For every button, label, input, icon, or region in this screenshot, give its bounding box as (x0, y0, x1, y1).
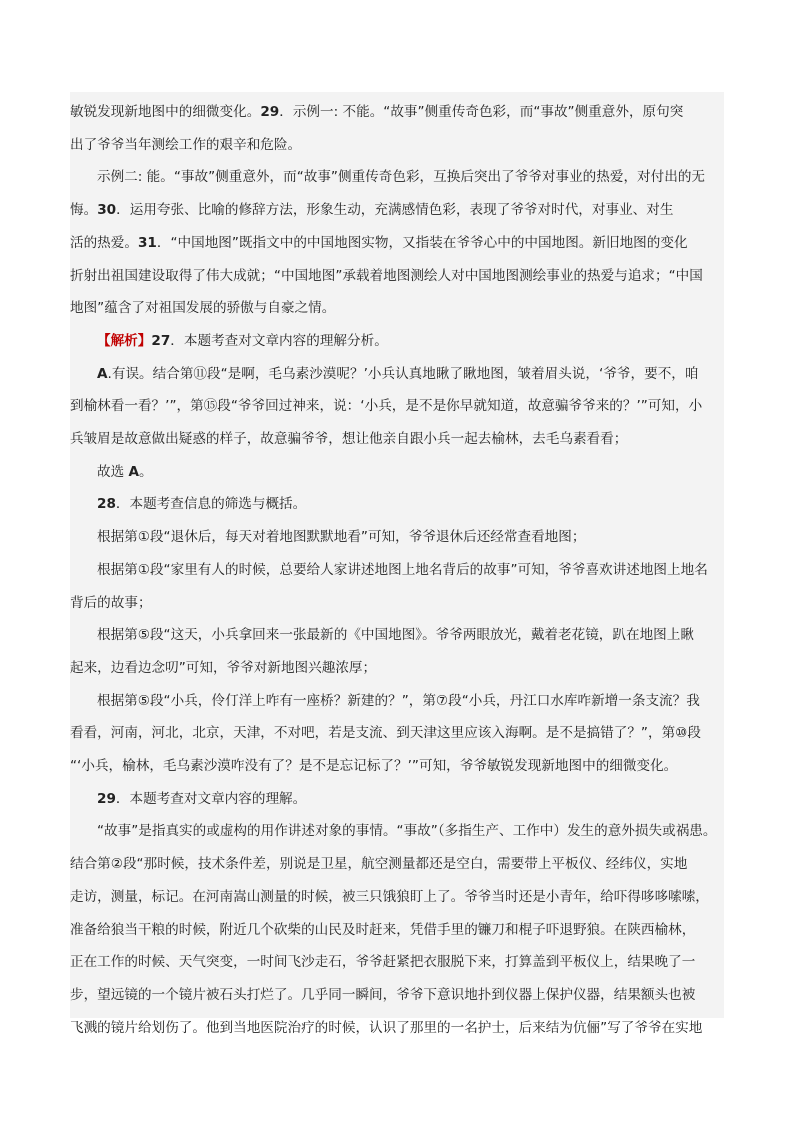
text-line (70, 97, 683, 127)
text-line (70, 980, 695, 1010)
text-line (97, 784, 306, 814)
question-number: 27 (151, 332, 171, 349)
text-run: 背后的故事； (70, 594, 152, 611)
text-line (70, 588, 152, 618)
question-number: 29 (97, 790, 116, 807)
question-number: A (128, 463, 140, 480)
text-line (70, 653, 376, 683)
text-run: 准备给狼当干粮的时候，附近几个砍柴的山民及时赶来，凭借手里的镰刀和棍子吓退野狼。在陕西榆林， (70, 921, 696, 938)
text-run: 兵皱眉是故意做出疑惑的样子，故意骗爷爷，想让他亲自跟小兵一起去榆林，去毛乌素看看； (70, 431, 628, 447)
text-run: 步，望远镜的一个镜片被石头打烂了。几乎同一瞬间，爷爷下意识地扑到仪器上保护仪器，结果额头也被 (70, 986, 696, 1003)
text-run: 根据第①段“退休后，每天对着地图默默地看”可知，爷爷退休后还经常查看地图； (97, 529, 586, 546)
question-number: A (97, 365, 108, 382)
text-run: ．本题考查信息的筛选与概括。 (115, 496, 307, 513)
question-number: 31 (137, 234, 157, 251)
text-run: 正在工作的时候、天气突变，一时间飞沙走石，爷爷赶紧把衣服脱下来，打算盖到平板仪上，结果晚了一 (70, 954, 696, 971)
text-line (70, 424, 627, 454)
text-run: 看看，河南，河北，北京，天津，不对吧，若是支流、到天津这里应该入海啊。是不是搞错了？”，第⑩段 (70, 725, 701, 742)
text-run: ．本题考查对文章内容的理解分析。 (170, 332, 388, 349)
text-line (70, 261, 703, 291)
text-run: 走访，测量，标记。在河南嵩山测量的时候，被三只饿狼盯上了。爷爷当时还是小青年，给吓得哆哆嗦嗦， (70, 888, 709, 905)
question-number: 29 (260, 104, 280, 120)
text-run: 根据第⑤段“这天，小兵拿回来一张最新的《中国地图》。爷爷两眼放光，戴着老花镜，趴在地图上瞅 (97, 627, 694, 644)
text-run: ．“中国地图”既指文中的中国地图实物，又指装在爷爷心中的中国地图。新旧地图的变化 (156, 234, 688, 251)
text-run: “故事”是指真实的或虚构的用作讲述对象的事情。“事故”（多指生产、工作中）发生的意外损失或祸患。 (97, 823, 717, 840)
text-run: 飞溅的镜片给划伤了。他到当地医院治疗的时候，认识了那里的一名护士，后来结为伉俪”写了爷爷在实地 (70, 1019, 703, 1036)
text-line (70, 293, 335, 323)
text-line (70, 882, 709, 912)
text-line (70, 718, 701, 748)
text-run: 到榆林看一看？’”，第⑮段“爷爷回过神来，说：‘小兵，是不是你早就知道，故意骗爷爷来的？’”可知，小 (70, 398, 703, 415)
text-run: ．本题考查对文章内容的理解。 (115, 790, 307, 807)
text-run: 地图”蕴含了对祖国发展的骄傲与自豪之情。 (70, 300, 336, 317)
text-run: 敏锐发现新地图中的细微变化。 (70, 104, 261, 120)
text-line (97, 489, 306, 519)
text-run: 根据第①段“家里有人的时候，总要给人家讲述地图上地名背后的故事”可知，爷爷喜欢讲述地图上地名 (97, 561, 708, 578)
text-line (70, 130, 301, 160)
text-run: 活的热爱。 (70, 234, 138, 251)
text-line (70, 915, 695, 945)
text-run: 。 (139, 463, 153, 480)
text-run: ．示例一: 不能。“故事”侧重传奇色彩，而“事故”侧重意外，原句突 (279, 104, 684, 120)
text-run: 折射出祖国建设取得了伟大成就；“中国地图”承载着地图测绘人对中国地图测绘事业的热爱与追求；“中国 (70, 267, 703, 284)
text-line (70, 849, 687, 879)
text-run: 故选 (97, 463, 129, 480)
text-line (97, 686, 700, 716)
question-number: 30 (97, 202, 117, 219)
answer-text-block (70, 92, 724, 1036)
text-run: 根据第⑤段“小兵，伶仃洋上咋有一座桥？新建的？”，第⑦段“小兵，丹江口水库咋新增一条支流？我 (97, 692, 700, 709)
text-line (70, 195, 673, 225)
text-run: 结合第②段“那时候，技术条件差，别说是卫星，航空测量都还是空白，需要带上平板仪、经纬仪，实地 (70, 856, 688, 873)
text-run: 出了爷爷当年测绘工作的艰辛和危险。 (70, 136, 302, 153)
text-run: ．运用夸张、比喻的修辞方法，形象生动，充满感情色彩，表现了爷爷对时代，对事业、对生 (116, 202, 674, 219)
text-line (70, 751, 677, 781)
text-run: “‘小兵，榆林，毛乌素沙漠咋没有了？是不是忘记标了？’”可知，爷爷敏锐发现新地图中的细微变化。 (70, 758, 678, 774)
text-line (70, 1013, 702, 1043)
question-number: 28 (97, 496, 116, 513)
text-line (70, 947, 695, 977)
text-line (70, 228, 688, 258)
text-run: 起来，边看边念叨”可知，爷爷对新地图兴趣浓厚； (70, 659, 377, 676)
analysis-marker: 【解析】 (97, 332, 152, 349)
text-run: 悔。 (70, 202, 98, 219)
text-line (97, 816, 717, 846)
text-line (97, 522, 585, 552)
text-run: 示例二: 能。“事故”侧重意外，而“故事”侧重传奇色彩，互换后突出了爷爷对事业的热爱，对付出的无 (97, 169, 706, 186)
text-line (97, 326, 388, 356)
text-line (97, 555, 708, 585)
text-line (97, 457, 153, 487)
text-line (97, 162, 705, 192)
text-line (97, 620, 694, 650)
text-line (70, 391, 702, 421)
text-line (97, 359, 698, 389)
text-run: .有误。结合第⑪段“是啊，毛乌素沙漠呢？’小兵认真地瞅了瞅地图，皱着眉头说，‘爷爷，要不，咱 (107, 365, 699, 382)
